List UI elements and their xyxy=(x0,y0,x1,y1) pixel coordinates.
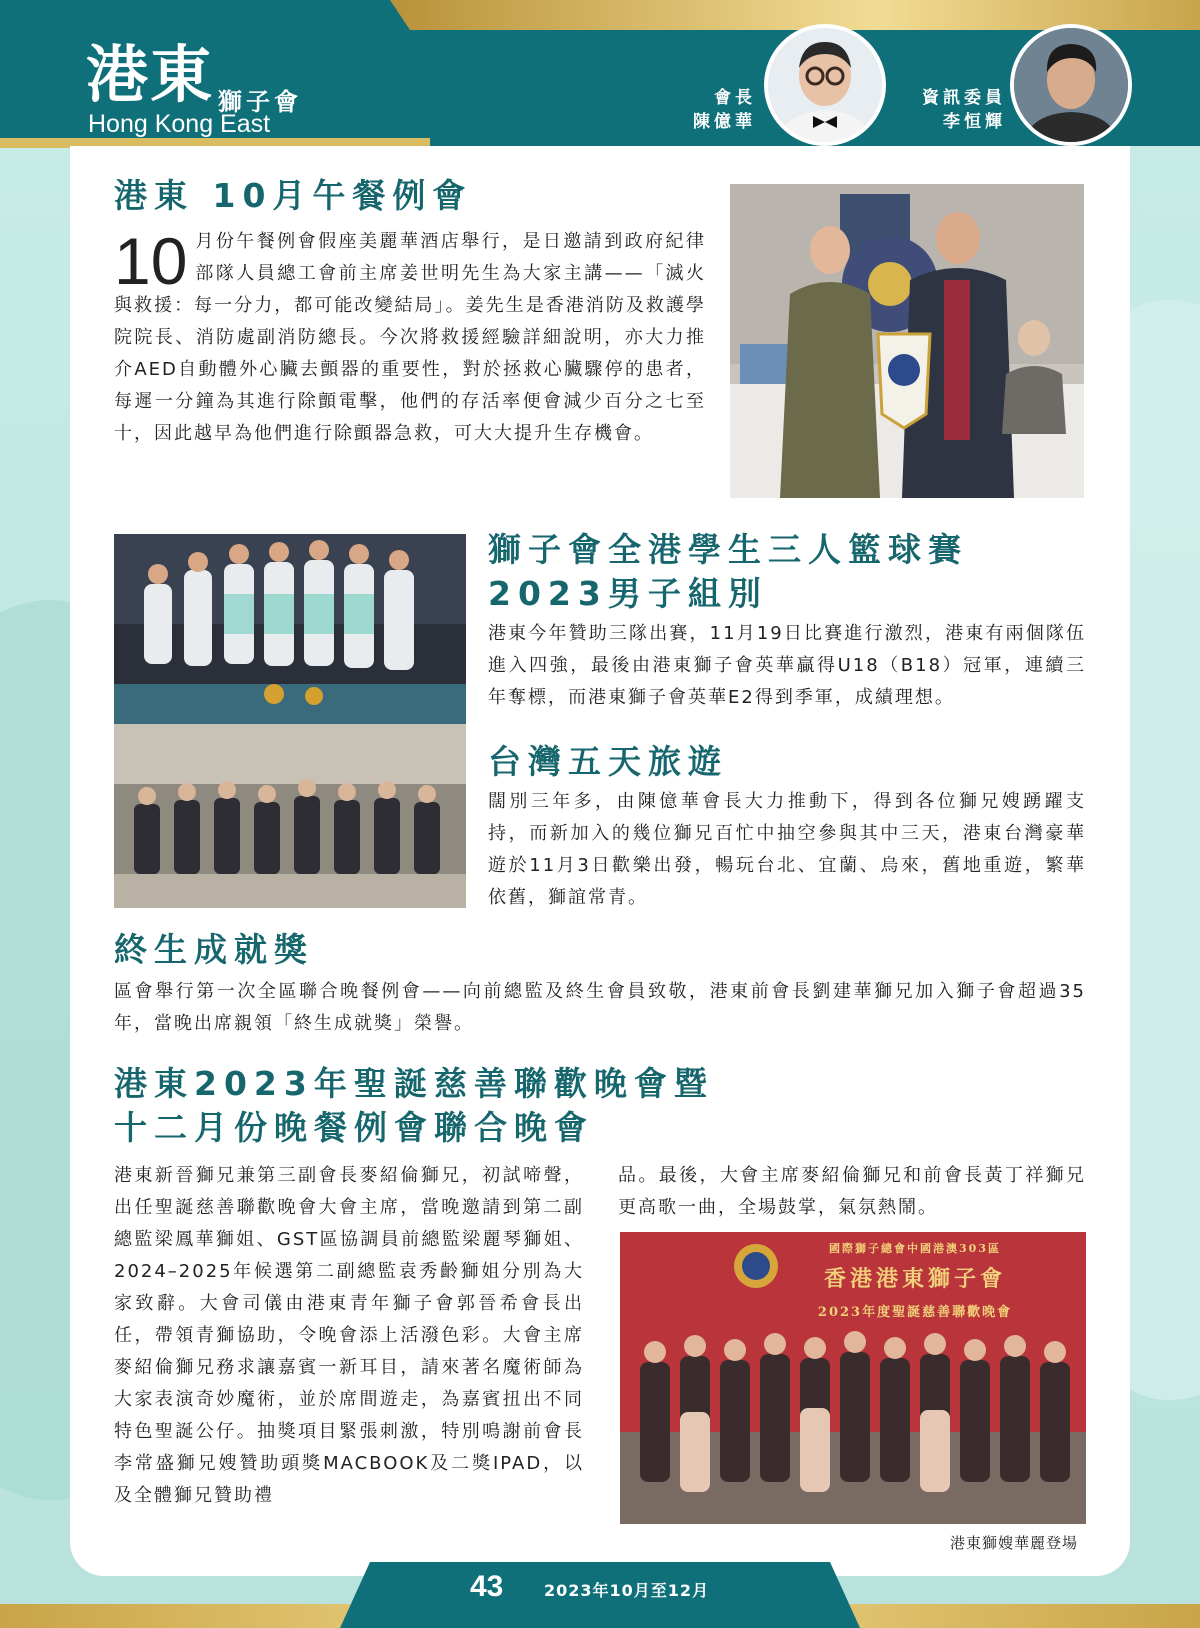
article4-text: 區會舉行第一次全區聯合晚餐例會——向前總監及終生會員致敬，港東前會長劉建華獅兄加入獅子會超過35年，當晚出席親領「終生成就獎」榮譽。 xyxy=(114,981,1086,1034)
role-name: 李恒輝 xyxy=(943,112,1006,132)
luncheon-photo-illustration xyxy=(730,184,1084,498)
article5-body-col2 xyxy=(618,1160,1086,1224)
logo-english: Hong Kong East xyxy=(88,110,271,138)
article3-title: 台灣五天旅遊 xyxy=(488,742,728,781)
role-info-officer xyxy=(894,86,1006,134)
article1-title: 港東 10月午餐例會 xyxy=(114,176,473,215)
article5-title-line1: 港東2023年聖誕慈善聯歡晚會暨 xyxy=(114,1064,714,1103)
article1-body xyxy=(114,226,706,450)
article5-text-col2: 品。最後，大會主席麥紹倫獅兄和前會長黃丁祥獅兄更高歌一曲，全場鼓掌，氣氛熱鬧。 xyxy=(618,1165,1086,1218)
avatar-info-officer xyxy=(1010,24,1132,146)
role-name: 陳億華 xyxy=(693,112,756,132)
photo-caption: 港東獅嫂華麗登場 xyxy=(950,1534,1079,1552)
logo-chinese-big: 港東 xyxy=(86,38,215,111)
logo-chinese-small: 獅子會 xyxy=(218,88,302,116)
article2-title-line2: 2023男子組別 xyxy=(488,574,768,613)
article1-text: 月份午餐例會假座美麗華酒店舉行，是日邀請到政府紀律部隊人員總工會前主席姜世明先生為大家主講——「滅火與救援：每一分力，都可能改變結局」。姜先生是香港消防及救護學院院長、消防處副消防總長。今次將救援經驗詳細說明，亦大力推介AED自動體外心臟去顫器的重要性，對於拯救心臟驟停的患者，每遲一分鐘為其進行除顫電擊，他們的存活率便會減少百分之七至十，因此越早為他們進行除顫器急救，可大大提升生存機會。 xyxy=(114,231,706,444)
photo-banner-line1: 國際獅子總會中國港澳303區 xyxy=(829,1242,1001,1255)
article1-dropcap: 10 xyxy=(114,224,188,298)
article4-title: 終生成就獎 xyxy=(114,930,314,969)
page-number: 43 xyxy=(470,1570,504,1603)
article3-text: 闊別三年多，由陳億華會長大力推動下，得到各位獅兄嫂踴躍支持，而新加入的幾位獅兄百忙中抽空參與其中三天，港東台灣豪華遊於11月3日歡樂出發，暢玩台北、宜蘭、烏來，舊地重遊，繁華依舊，獅誼常青。 xyxy=(488,791,1086,908)
issue-date: 2023年10月至12月 xyxy=(544,1581,710,1600)
taiwan-photo-illustration xyxy=(114,724,466,908)
photo-christmas-party xyxy=(620,1232,1086,1524)
article2-body xyxy=(488,618,1086,714)
role-president xyxy=(660,86,756,134)
photo-basketball xyxy=(114,534,466,724)
photo-luncheon xyxy=(730,184,1084,498)
photo-banner xyxy=(760,1240,1070,1320)
article3-body xyxy=(488,786,1086,914)
photo-taiwan-group xyxy=(114,724,466,908)
basketball-photo-illustration xyxy=(114,534,466,724)
article5-title-line2: 十二月份晚餐例會聯合晚會 xyxy=(114,1108,594,1147)
role-title: 資訊委員 xyxy=(922,88,1006,108)
article2-text: 港東今年贊助三隊出賽，11月19日比賽進行激烈，港東有兩個隊伍進入四強，最後由港東獅子會英華贏得U18（B18）冠軍，連續三年奪標，而港東獅子會英華E2得到季軍，成績理想。 xyxy=(488,623,1086,708)
article4-body xyxy=(114,976,1086,1040)
article5-text-col1: 港東新晉獅兄兼第三副會長麥紹倫獅兄，初試啼聲，出任聖誕慈善聯歡晚會大會主席，當晚邀請到第二副總監梁鳳華獅姐、GST區協調員前總監梁麗琴獅姐、2024–2025年候選第二副總監袁秀齡獅姐分別為大家致辭。大會司儀由港東青年獅子會郭晉希會長出任，帶領青獅協助，令晚會添上活潑色彩。大會主席麥紹倫獅兄務求讓嘉賓一新耳目，請來著名魔術師為大家表演奇妙魔術，並於席間遊走，為嘉賓扭出不同特色聖誕公仔。抽獎項目緊張刺激，特別鳴謝前會長李常盛獅兄嫂贊助頭獎MACBOOK及二獎IPAD，以及全體獅兄贊助禮 xyxy=(114,1165,584,1506)
portrait-info-officer xyxy=(1014,28,1128,142)
role-title: 會長 xyxy=(714,88,756,108)
photo-banner-line3: 2023年度聖誕慈善聯歡晚會 xyxy=(817,1305,1013,1320)
portrait-president xyxy=(768,28,882,142)
photo-banner-line2: 香港港東獅子會 xyxy=(823,1266,1006,1292)
article5-body-col1 xyxy=(114,1160,584,1512)
avatar-president xyxy=(764,24,886,146)
article2-title-line1: 獅子會全港學生三人籃球賽 xyxy=(488,530,968,569)
